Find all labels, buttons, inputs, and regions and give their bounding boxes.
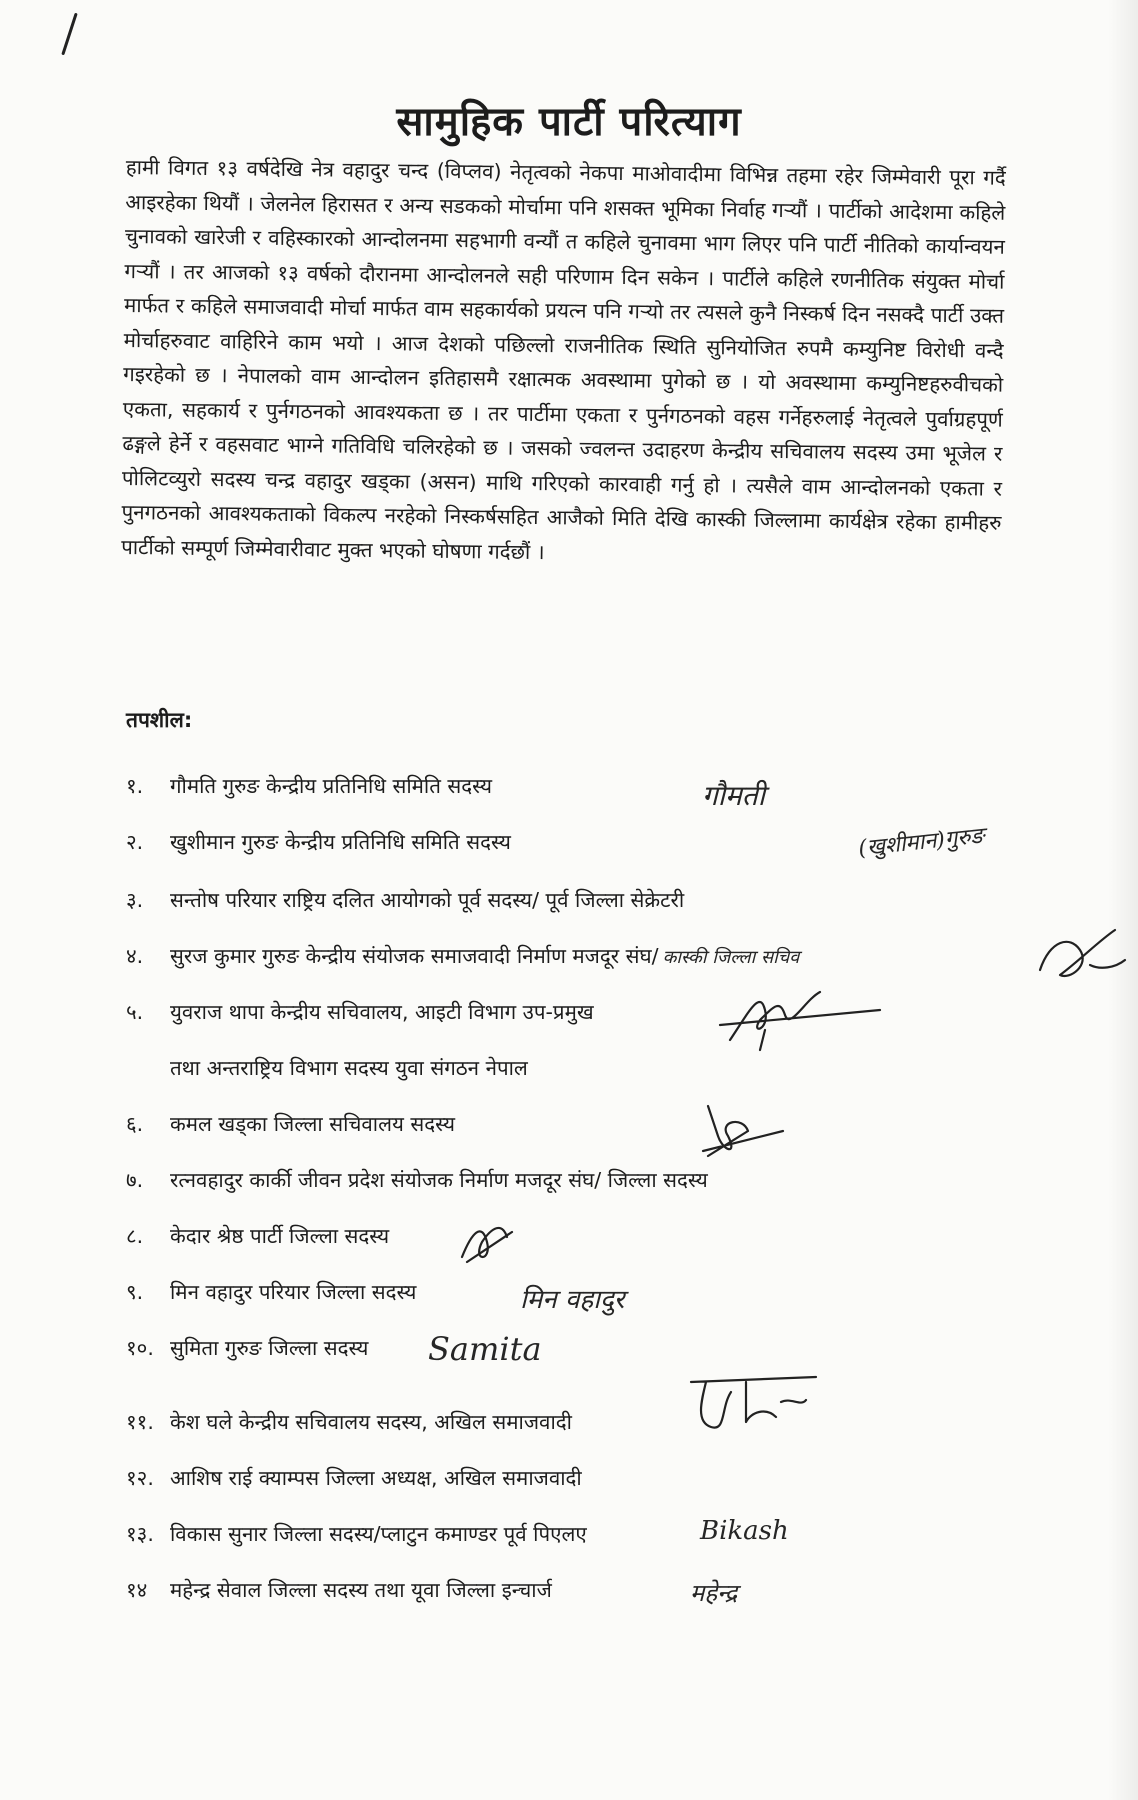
- list-item: [126, 772, 492, 800]
- handwritten-note: कास्की जिल्ला सचिव: [662, 947, 800, 968]
- list-heading: तपशील:: [126, 708, 193, 732]
- signature: [688, 1096, 798, 1166]
- signature: [710, 980, 890, 1060]
- list-item: १०. सुमिता गुरुङ जिल्ला सदस्य: [126, 1336, 369, 1360]
- signature: गौमती: [702, 779, 765, 812]
- list-item: ११. केश घले केन्द्रीय सचिवालय सदस्य, अखिल समाजवादी: [126, 1410, 572, 1434]
- list-item: २. खुशीमान गुरुङ केन्द्रीय प्रतिनिधि समिति सदस्य: [126, 830, 511, 854]
- list-item: ६. कमल खड्का जिल्ला सचिवालय सदस्य: [126, 1112, 456, 1136]
- signature: [1030, 920, 1130, 1000]
- list-item: ५. युवराज थापा केन्द्रीय सचिवालय, आइटी विभाग उप-प्रमुख: [126, 1000, 594, 1024]
- handwritten-slash-mark: [61, 13, 77, 56]
- list-item-text: गौमति गुरुङ केन्द्रीय प्रतिनिधि समिति सदस्य: [170, 774, 492, 798]
- list-item-number: १.: [126, 774, 144, 798]
- list-item: ३. सन्तोष परियार राष्ट्रिय दलित आयोगको पूर्व सदस्य/ पूर्व जिल्ला सेक्रेटरी: [126, 888, 685, 912]
- list-item: ८. केदार श्रेष्ठ पार्टी जिल्ला सदस्य: [126, 1224, 390, 1248]
- list-item: ९. मिन वहादुर परियार जिल्ला सदस्य: [126, 1280, 417, 1304]
- signature: [676, 1362, 826, 1442]
- signature: मिन वहादुर: [520, 1285, 625, 1315]
- list-item: १३. विकास सुनार जिल्ला सदस्य/प्लाटुन कमाण्डर पूर्व पिएलए: [126, 1522, 587, 1546]
- list-item: १४ महेन्द्र सेवाल जिल्ला सदस्य तथा यूवा जिल्ला इन्चार्ज: [126, 1578, 552, 1602]
- declaration-paragraph: हामी विगत १३ वर्षदेखि नेत्र वहादुर चन्द (विप्लव) नेतृत्वको नेकपा माओवादीमा विभिन्न तहमा रहेर जिम्मेवारी पूरा गर्दै आइरहेका थियौं । जेलनेल हिरासत र अन्य सडकको मोर्चामा पनि शसक्त भूमिका निर्वाह गर्‍यौं । पार्टीको आदेशमा कहिले चुनावको खारेजी र वहिस्कारको आन्दोलनमा सहभागी वन्यौं त कहिले चुनावमा भाग लिएर पनि पार्टी नीतिको कार्यान्वयन गर्‍यौं । तर आजको १३ वर्षको दौरानमा आन्दोलनले सही परिणाम दिन सकेन । पार्टीले कहिले रणनीतिक संयुक्त मोर्चा मार्फत र कहिले समाजवादी मोर्चा मार्फत वाम सहकार्यको प्रयत्न पनि गर्‍यो तर त्यसले कुनै निस्कर्ष दिन नसक्दै पार्टी उक्त मोर्चाहरुवाट वाहिरिने काम भयो । आज देशको पछिल्लो राजनीतिक स्थिति सुनियोजित रुपमै कम्युनिष्ट विरोधी वन्दै गइरहेको छ । नेपालको वाम आन्दोलन इतिहासमै रक्षात्मक अवस्थामा पुगेको छ । यो अवस्थामा कम्युनिष्टहरुवीचको एकता, सहकार्य र पुर्नगठनको आवश्यकता छ । तर पार्टीमा एकता र पुर्नगठनको वहस गर्नेहरुलाई नेतृत्वले पुर्वाग्रहपूर्ण ढङ्गले हेर्ने र वहसवाट भाग्ने गतिविधि चलिरहेको छ । जसको ज्वलन्त उदाहरण केन्द्रीय सचिवालय सदस्य उमा भूजेल र पोलिटव्युरो सदस्य चन्द्र वहादुर खड्का (असन) माथि गरिएको कारवाही गर्नु हो । त्यसैले वाम आन्दोलनको एकता र पुनगठनको आवश्यकताको विकल्प नरहेको निस्कर्षसहित आजैको मिति देखि कास्की जिल्लामा कार्यक्षेत्र रहेका हामीहरु पार्टीको सम्पूर्ण जिम्मेवारीवाट मुक्त भएको घोषणा गर्दछौं ।: [121, 154, 1006, 564]
- signature: (खुशीमान)गुरुङ: [857, 823, 986, 862]
- list-item: ७. रत्नवहादुर कार्की जीवन प्रदेश संयोजक निर्माण मजदूर संघ/ जिल्ला सदस्य: [126, 1168, 708, 1192]
- list-item: ४. सुरज कुमार गुरुङ केन्द्रीय संयोजक समाजवादी निर्माण मजदूर संघ/ कास्की जिल्ला सचिव: [126, 944, 800, 968]
- document-title: सामुहिक पार्टी परित्याग: [396, 99, 742, 145]
- page-edge-shadow: [1108, 0, 1138, 1800]
- signature: Bikash: [700, 1516, 789, 1546]
- signature: [452, 1212, 522, 1272]
- signature: Samita: [428, 1330, 542, 1368]
- list-item-continuation: तथा अन्तराष्ट्रिय विभाग सदस्य युवा संगठन नेपाल: [170, 1056, 528, 1080]
- list-item: १२. आशिष राई क्याम्पस जिल्ला अध्यक्ष, अखिल समाजवादी: [126, 1466, 582, 1490]
- signature: महेन्द्र: [690, 1579, 738, 1607]
